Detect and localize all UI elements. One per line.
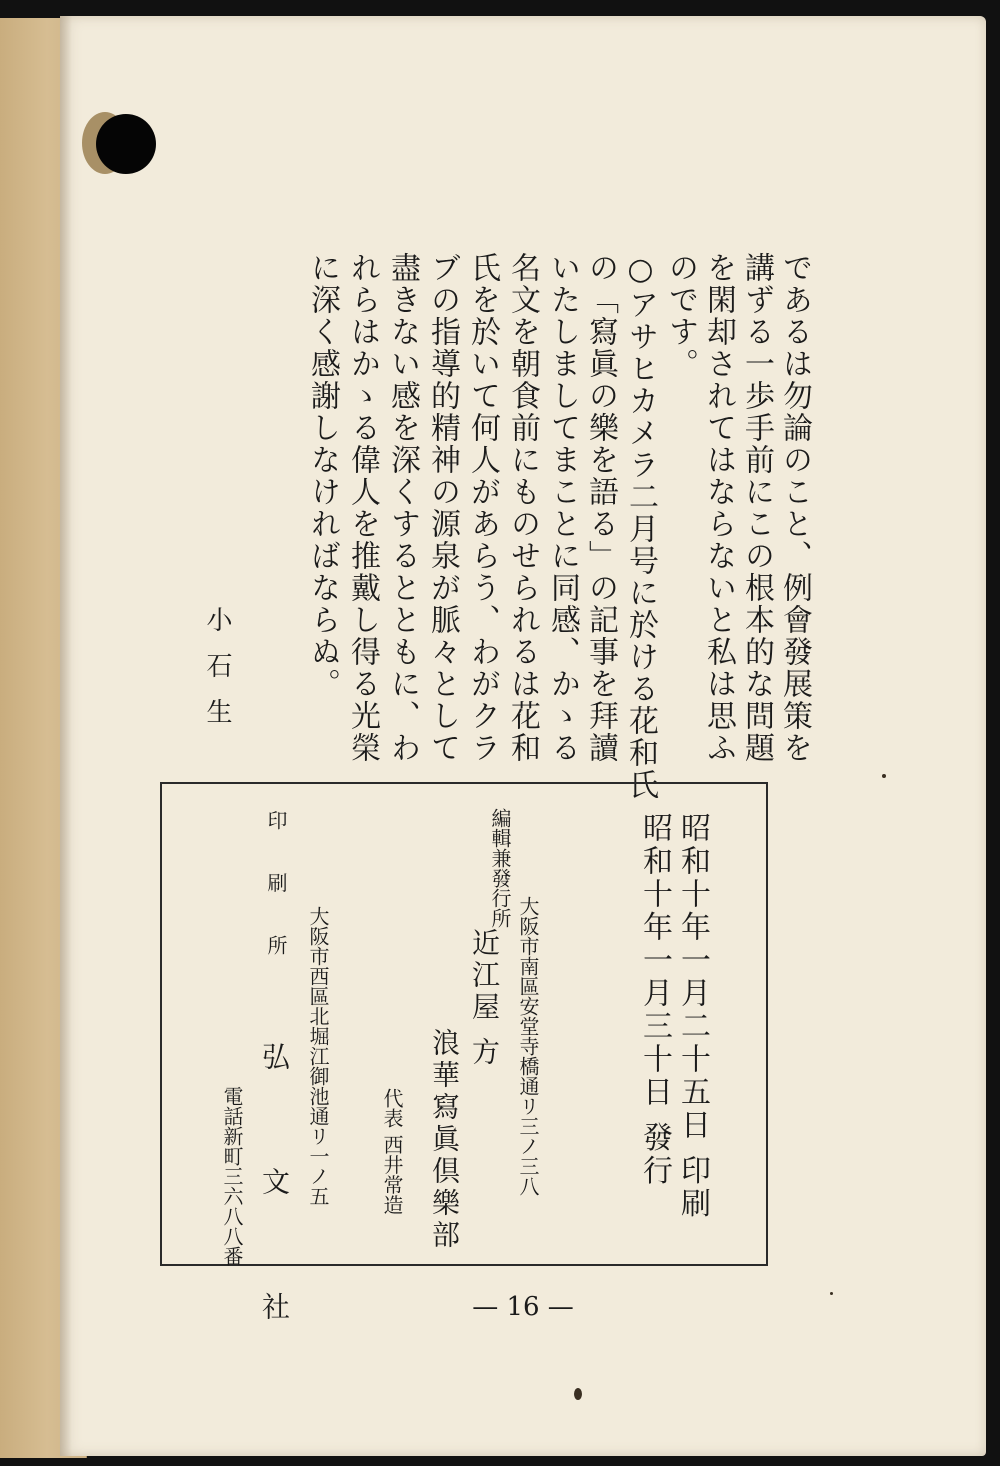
article-line-3: を閑却されてはならないと私は思ふ [701, 252, 736, 764]
article-line-9: 氏を於いて何人があらう、わがクラ [465, 252, 500, 764]
publisher-label: 編輯兼發行所 [488, 808, 512, 928]
publisher-name: 浪華寫眞倶樂部 [428, 1028, 461, 1252]
article-line-2: 講ずる一歩手前にこの根本的な問題 [739, 252, 774, 764]
article-line-13: に深く感謝しなければならぬ。 [305, 252, 340, 700]
article-line-6: の「寫眞の樂を語る」の記事を拜讀 [583, 252, 618, 764]
paper-speck [830, 1292, 833, 1295]
representative: 代表 西井常造 [380, 1088, 404, 1215]
page-fold-shadow [60, 16, 72, 1456]
print-date: 昭和十年一月二十五日 印刷 [675, 812, 710, 1221]
printer-name: 弘 文 社 [258, 1042, 291, 1364]
article-line-11: 盡きない感を深くするとともに、わ [385, 252, 420, 764]
article-line-7: いたしましてまことに同感、かゝる [545, 252, 580, 764]
article-line-8: 名文を朝食前にものせられるは花和 [505, 252, 540, 764]
paper-speck [882, 774, 886, 778]
article-line-4: のです。 [663, 252, 698, 380]
binding-hole-icon [96, 114, 156, 174]
article-line-10: ブの指導的精神の源泉が脈々として [425, 252, 460, 764]
printer-label: 印 刷 所 [264, 810, 288, 973]
article-line-12: れらはかゝる偉人を推戴し得る光榮 [345, 252, 380, 764]
publisher-c-o: 近江屋 方 [468, 928, 501, 1069]
issue-date: 昭和十年一月三十日 發行 [637, 812, 672, 1188]
document-page [60, 16, 986, 1456]
printer-address: 大阪市西區北堀江御池通リ一ノ五 [306, 906, 330, 1206]
printer-phone: 電話新町三六八八番 [220, 1086, 244, 1266]
article-line-5: ○アサヒカメラ二月号に於ける花和氏 [623, 252, 658, 801]
publisher-address: 大阪市南區安堂寺橋通リ三ノ三八 [516, 896, 540, 1196]
page-number: — 16 — [472, 1292, 574, 1322]
article-line-1: であるは勿論のこと、例會發展策を [777, 252, 812, 764]
author-signature: 小石生 [202, 606, 232, 744]
paper-speck [574, 1388, 582, 1400]
